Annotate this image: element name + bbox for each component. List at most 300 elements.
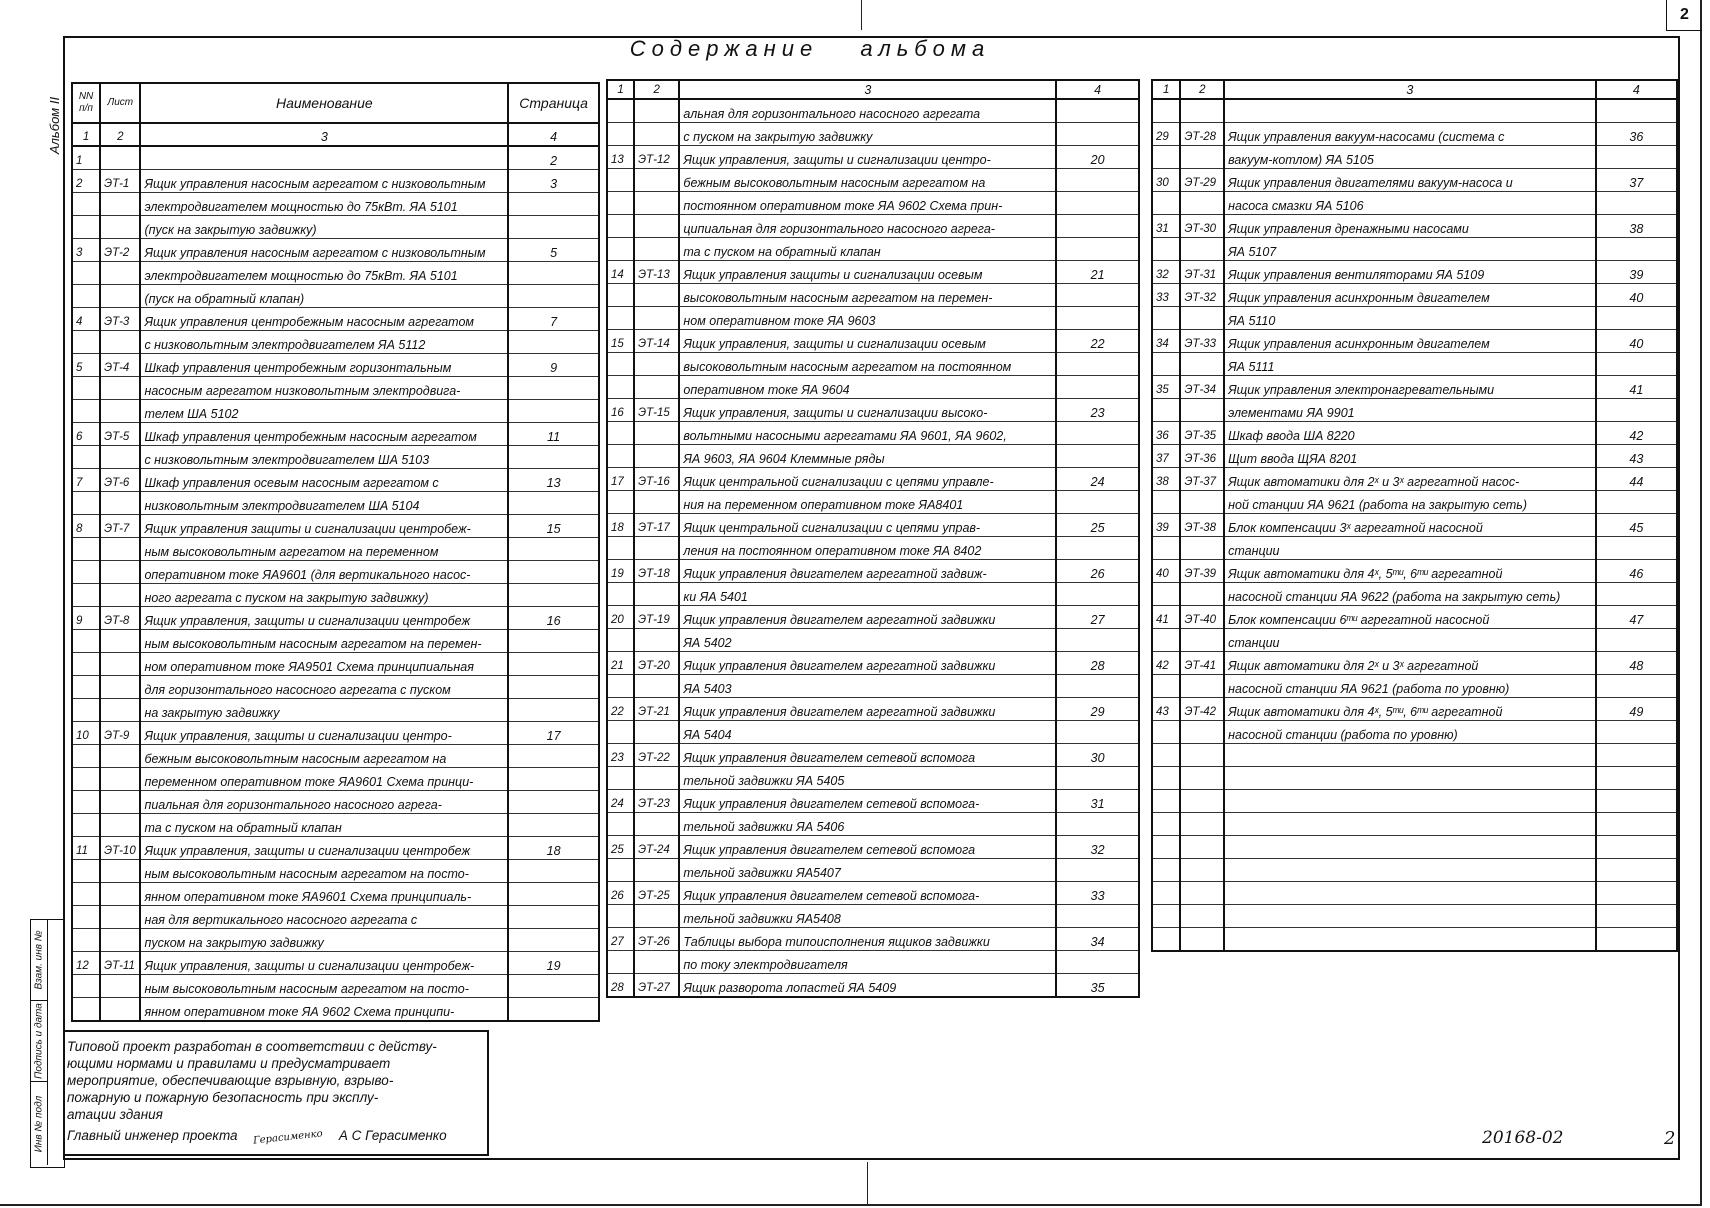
page-number: 9 bbox=[508, 354, 599, 377]
sheet-code: ЭТ-22 bbox=[634, 744, 679, 767]
page-number bbox=[1056, 123, 1139, 146]
page-number: 33 bbox=[1056, 882, 1139, 905]
item-name: та с пуском на обратный клапан bbox=[679, 238, 1056, 261]
page-number bbox=[1596, 238, 1677, 261]
table-row bbox=[1152, 215, 1677, 238]
table-row bbox=[72, 791, 599, 814]
sheet-code bbox=[1180, 192, 1224, 215]
item-name: насосной станции (работа по уровню) bbox=[1224, 721, 1596, 744]
item-name: Ящик управления, защиты и сигнализации высоко- bbox=[679, 399, 1056, 422]
page-number: 11 bbox=[508, 423, 599, 446]
row-number bbox=[607, 767, 634, 790]
table-row bbox=[1152, 238, 1677, 261]
empty-cell bbox=[1152, 813, 1180, 836]
item-name: янном оперативном токе ЯА9601 Схема принципиаль- bbox=[140, 883, 508, 906]
table-row bbox=[72, 630, 599, 653]
table-row bbox=[72, 814, 599, 837]
empty-cell bbox=[1152, 859, 1180, 882]
row-number bbox=[607, 192, 634, 215]
sheet-code bbox=[634, 238, 679, 261]
sheet-code bbox=[100, 285, 140, 308]
item-name: Ящик центральной сигнализации с цепями управ- bbox=[679, 514, 1056, 537]
table-row bbox=[72, 354, 599, 377]
item-name: бежным высоковольтным насосным агрегатом на bbox=[140, 745, 508, 768]
row-number bbox=[72, 216, 100, 239]
note-line: мероприятие, обеспечивающие взрывную, взрыво- bbox=[67, 1073, 394, 1088]
page-number bbox=[508, 883, 599, 906]
empty-cell bbox=[1152, 767, 1180, 790]
sheet-code bbox=[100, 538, 140, 561]
table-row bbox=[72, 146, 599, 170]
table-row bbox=[1152, 468, 1677, 491]
row-number bbox=[607, 859, 634, 882]
table-row bbox=[72, 561, 599, 584]
item-name: электродвигателем мощностью до 75кВт. ЯА 5101 bbox=[140, 193, 508, 216]
item-name: Ящик управления вакуум-насосами (система с bbox=[1224, 123, 1596, 146]
sheet-code: ЭТ-30 bbox=[1180, 215, 1224, 238]
item-name: тельной задвижки ЯА 5406 bbox=[679, 813, 1056, 836]
row-number bbox=[1152, 99, 1180, 123]
sheet-code bbox=[634, 169, 679, 192]
page-number bbox=[1056, 376, 1139, 399]
table-row bbox=[607, 284, 1139, 307]
table-row bbox=[1152, 652, 1677, 675]
table-row bbox=[1152, 514, 1677, 537]
item-name: пиальная для горизонтального насосного агрега- bbox=[140, 791, 508, 814]
item-name: ЯА 9603, ЯА 9604 Клеммные ряды bbox=[679, 445, 1056, 468]
row-number bbox=[1152, 537, 1180, 560]
sheet-code: ЭТ-19 bbox=[634, 606, 679, 629]
empty-row bbox=[1152, 790, 1677, 813]
table-row bbox=[607, 698, 1139, 721]
row-number bbox=[72, 584, 100, 607]
sheet-code: ЭТ-16 bbox=[634, 468, 679, 491]
row-number bbox=[607, 445, 634, 468]
sheet-code bbox=[100, 768, 140, 791]
table-row bbox=[72, 308, 599, 331]
row-number bbox=[607, 537, 634, 560]
row-number bbox=[72, 768, 100, 791]
item-name: Ящик управления двигателем агрегатной задвиж- bbox=[679, 560, 1056, 583]
sheet-code bbox=[100, 446, 140, 469]
table-row bbox=[607, 330, 1139, 353]
table-row bbox=[607, 399, 1139, 422]
item-name: ным высоковольтным насосным агрегатом на перемен- bbox=[140, 630, 508, 653]
page-number: 39 bbox=[1596, 261, 1677, 284]
table-row bbox=[607, 238, 1139, 261]
column-number: 1 bbox=[1152, 80, 1180, 99]
item-name: ном оперативном токе ЯА9501 Схема принципиальная bbox=[140, 653, 508, 676]
item-name: ЯА 5107 bbox=[1224, 238, 1596, 261]
sheet-code: ЭТ-6 bbox=[100, 469, 140, 492]
item-name: Ящик управления дренажными насосами bbox=[1224, 215, 1596, 238]
sheet-code bbox=[100, 216, 140, 239]
row-number bbox=[1152, 583, 1180, 606]
column-number-row bbox=[607, 80, 1139, 99]
page-number: 30 bbox=[1056, 744, 1139, 767]
item-name: Ящик управления двигателем сетевой вспомога- bbox=[679, 882, 1056, 905]
outer-right-border bbox=[1700, 0, 1702, 1206]
item-name: тельной задвижки ЯА5408 bbox=[679, 905, 1056, 928]
item-name: Ящик управления защиты и сигнализации осевым bbox=[679, 261, 1056, 284]
table-row bbox=[607, 99, 1139, 123]
sheet-code bbox=[100, 146, 140, 170]
sheet-code bbox=[100, 584, 140, 607]
item-name: Ящик управления вентиляторами ЯА 5109 bbox=[1224, 261, 1596, 284]
row-number bbox=[72, 377, 100, 400]
page-number: 13 bbox=[508, 469, 599, 492]
table-row bbox=[607, 721, 1139, 744]
page-number: 40 bbox=[1596, 330, 1677, 353]
sheet-code: ЭТ-29 bbox=[1180, 169, 1224, 192]
item-name: Ящик разворота лопастей ЯА 5409 bbox=[679, 974, 1056, 998]
page-number: 24 bbox=[1056, 468, 1139, 491]
empty-cell bbox=[1224, 882, 1596, 905]
sheet-code bbox=[634, 813, 679, 836]
table-row bbox=[72, 216, 599, 239]
table-row bbox=[607, 583, 1139, 606]
item-name: ципиальная для горизонтального насосного агрега- bbox=[679, 215, 1056, 238]
column-number: 2 bbox=[634, 80, 679, 99]
row-number bbox=[607, 99, 634, 123]
item-name: переменном оперативном токе ЯА9601 Схема принци- bbox=[140, 768, 508, 791]
empty-cell bbox=[1596, 905, 1677, 928]
row-number: 38 bbox=[1152, 468, 1180, 491]
table-row bbox=[1152, 422, 1677, 445]
sheet-code bbox=[1180, 238, 1224, 261]
table-row bbox=[72, 423, 599, 446]
item-name: ЯА 5402 bbox=[679, 629, 1056, 652]
sheet-code: ЭТ-8 bbox=[100, 607, 140, 630]
item-name: Ящик управления насосным агрегатом с низковольтным bbox=[140, 170, 508, 193]
contents-table-2 bbox=[606, 79, 1140, 998]
page-number bbox=[1056, 215, 1139, 238]
sheet-code bbox=[1180, 537, 1224, 560]
album-label: Альбом II bbox=[47, 96, 63, 155]
sheet-code: ЭТ-3 bbox=[100, 308, 140, 331]
row-number bbox=[72, 975, 100, 998]
item-name: Ящик управления, защиты и сигнализации центро- bbox=[679, 146, 1056, 169]
row-number bbox=[72, 998, 100, 1022]
row-number bbox=[72, 400, 100, 423]
table-row bbox=[72, 446, 599, 469]
row-number: 24 bbox=[607, 790, 634, 813]
item-name: Ящик управления двигателем агрегатной задвижки bbox=[679, 698, 1056, 721]
row-number: 41 bbox=[1152, 606, 1180, 629]
sheet-code bbox=[1180, 399, 1224, 422]
item-name: Ящик управления двигателем агрегатной задвижки bbox=[679, 652, 1056, 675]
page-number: 45 bbox=[1596, 514, 1677, 537]
sheet-code bbox=[634, 422, 679, 445]
table-row bbox=[1152, 721, 1677, 744]
sheet-code bbox=[634, 491, 679, 514]
empty-cell bbox=[1224, 928, 1596, 952]
item-name: для горизонтального насосного агрегата с пуском bbox=[140, 676, 508, 699]
empty-cell bbox=[1152, 744, 1180, 767]
item-name: Ящик управления двигателем агрегатной задвижки bbox=[679, 606, 1056, 629]
page-number bbox=[508, 446, 599, 469]
table-row bbox=[607, 606, 1139, 629]
table-row bbox=[1152, 307, 1677, 330]
row-number: 10 bbox=[72, 722, 100, 745]
table-row bbox=[72, 538, 599, 561]
page-number bbox=[1596, 721, 1677, 744]
table-row bbox=[72, 193, 599, 216]
signer-role: Главный инженер проекта bbox=[67, 1128, 238, 1143]
page-number bbox=[1596, 537, 1677, 560]
row-number: 5 bbox=[72, 354, 100, 377]
empty-cell bbox=[1180, 859, 1224, 882]
page-number bbox=[508, 584, 599, 607]
row-number bbox=[72, 860, 100, 883]
sheet-code bbox=[634, 215, 679, 238]
empty-cell bbox=[1152, 882, 1180, 905]
column-number: 3 bbox=[679, 80, 1056, 99]
item-name: Ящик управления, защиты и сигнализации центробеж bbox=[140, 607, 508, 630]
table-row bbox=[72, 952, 599, 975]
table-row bbox=[72, 699, 599, 722]
empty-cell bbox=[1224, 744, 1596, 767]
item-name: элементами ЯА 9901 bbox=[1224, 399, 1596, 422]
row-number: 2 bbox=[72, 170, 100, 193]
row-number bbox=[72, 814, 100, 837]
empty-cell bbox=[1180, 836, 1224, 859]
page-number bbox=[508, 998, 599, 1022]
item-name: Ящик автоматики для 4ˣ, 5ᵐᵘ, 6ᵐᵘ агрегатной bbox=[1224, 560, 1596, 583]
sheet-code: ЭТ-35 bbox=[1180, 422, 1224, 445]
stamp-label: Инв № подл bbox=[33, 1095, 45, 1152]
outer-bottom-border bbox=[0, 1204, 1702, 1206]
sheet-code: ЭТ-11 bbox=[100, 952, 140, 975]
page-number: 38 bbox=[1596, 215, 1677, 238]
table-row bbox=[607, 537, 1139, 560]
table-row bbox=[72, 377, 599, 400]
table-row bbox=[607, 836, 1139, 859]
page-number bbox=[1056, 537, 1139, 560]
page-number: 42 bbox=[1596, 422, 1677, 445]
row-number bbox=[607, 123, 634, 146]
table-row bbox=[607, 859, 1139, 882]
stamp-label: Взам. инв № bbox=[33, 930, 45, 990]
item-name: Ящик управления двигателем сетевой вспомога bbox=[679, 744, 1056, 767]
sheet-code: ЭТ-7 bbox=[100, 515, 140, 538]
table-row bbox=[72, 998, 599, 1022]
row-number: 7 bbox=[72, 469, 100, 492]
item-name: с низковольтным электродвигателем ЯА 5112 bbox=[140, 331, 508, 354]
item-name: (пуск на обратный клапан) bbox=[140, 285, 508, 308]
item-name: станции bbox=[1224, 537, 1596, 560]
item-name: с пуском на закрытую задвижку bbox=[679, 123, 1056, 146]
empty-cell bbox=[1180, 928, 1224, 952]
item-name: ная для вертикального насосного агрегата с bbox=[140, 906, 508, 929]
table-row bbox=[607, 146, 1139, 169]
row-number: 8 bbox=[72, 515, 100, 538]
empty-cell bbox=[1152, 905, 1180, 928]
table-row bbox=[72, 975, 599, 998]
sheet-code bbox=[1180, 99, 1224, 123]
item-name: ЯА 5110 bbox=[1224, 307, 1596, 330]
empty-row bbox=[1152, 882, 1677, 905]
page-number bbox=[508, 653, 599, 676]
row-number: 6 bbox=[72, 423, 100, 446]
item-name: Ящик управления, защиты и сигнализации центробеж- bbox=[140, 952, 508, 975]
page-number bbox=[508, 538, 599, 561]
sheet-code: ЭТ-36 bbox=[1180, 445, 1224, 468]
sheet-code bbox=[100, 929, 140, 952]
signature-line bbox=[67, 1127, 483, 1146]
empty-cell bbox=[1152, 928, 1180, 952]
page-number bbox=[508, 331, 599, 354]
item-name: вакуум-котлом) ЯА 5105 bbox=[1224, 146, 1596, 169]
row-number bbox=[607, 169, 634, 192]
row-number bbox=[607, 353, 634, 376]
item-name: бежным высоковольтным насосным агрегатом на bbox=[679, 169, 1056, 192]
empty-row bbox=[1152, 767, 1677, 790]
item-name: Ящик управления двигателями вакуум-насоса и bbox=[1224, 169, 1596, 192]
sheet-code: ЭТ-13 bbox=[634, 261, 679, 284]
column-number: 1 bbox=[607, 80, 634, 99]
table-row bbox=[1152, 399, 1677, 422]
page-number: 21 bbox=[1056, 261, 1139, 284]
sheet-code bbox=[634, 123, 679, 146]
item-name: ления на постоянном оперативном токе ЯА 8402 bbox=[679, 537, 1056, 560]
table-row bbox=[607, 675, 1139, 698]
table-row bbox=[1152, 560, 1677, 583]
row-number: 13 bbox=[607, 146, 634, 169]
empty-cell bbox=[1224, 790, 1596, 813]
fold-mark-bottom bbox=[867, 1162, 868, 1206]
item-name: ном оперативном токе ЯА 9603 bbox=[679, 307, 1056, 330]
sheet-code: ЭТ-40 bbox=[1180, 606, 1224, 629]
item-name: Ящик управления двигателем сетевой вспомога- bbox=[679, 790, 1056, 813]
item-name: ным высоковольтным агрегатом на переменном bbox=[140, 538, 508, 561]
note-line: Типовой проект разработан в соответствии с действу- bbox=[67, 1039, 437, 1054]
row-number: 17 bbox=[607, 468, 634, 491]
item-name: ной станции ЯА 9621 (работа на закрытую сеть) bbox=[1224, 491, 1596, 514]
row-number bbox=[1152, 629, 1180, 652]
table-row bbox=[1152, 261, 1677, 284]
table-row bbox=[1152, 123, 1677, 146]
row-number: 31 bbox=[1152, 215, 1180, 238]
item-name: насоса смазки ЯА 5106 bbox=[1224, 192, 1596, 215]
page-number: 28 bbox=[1056, 652, 1139, 675]
page-number bbox=[508, 975, 599, 998]
row-number bbox=[72, 883, 100, 906]
column-number: 4 bbox=[508, 123, 599, 146]
table-row bbox=[1152, 376, 1677, 399]
row-number: 3 bbox=[72, 239, 100, 262]
item-name: Ящик управления, защиты и сигнализации осевым bbox=[679, 330, 1056, 353]
empty-cell bbox=[1180, 744, 1224, 767]
row-number: 27 bbox=[607, 928, 634, 951]
sheet-code: ЭТ-12 bbox=[634, 146, 679, 169]
item-name: насосной станции ЯА 9621 (работа по уровню) bbox=[1224, 675, 1596, 698]
sheet-code: ЭТ-23 bbox=[634, 790, 679, 813]
row-number bbox=[72, 699, 100, 722]
page-number bbox=[508, 814, 599, 837]
page-number bbox=[508, 791, 599, 814]
item-name: электродвигателем мощностью до 75кВт. ЯА 5101 bbox=[140, 262, 508, 285]
item-name: Блок компенсации 3ˣ агрегатной насосной bbox=[1224, 514, 1596, 537]
sheet-code bbox=[100, 561, 140, 584]
page-number bbox=[1596, 583, 1677, 606]
sheet-code bbox=[634, 721, 679, 744]
row-number bbox=[72, 331, 100, 354]
table-row bbox=[72, 607, 599, 630]
sheet-code bbox=[634, 192, 679, 215]
table-row bbox=[1152, 169, 1677, 192]
page-number bbox=[508, 377, 599, 400]
stamp-cell-replacement bbox=[31, 920, 48, 1001]
empty-cell bbox=[1596, 859, 1677, 882]
row-number bbox=[607, 422, 634, 445]
row-number: 12 bbox=[72, 952, 100, 975]
sheet-code bbox=[100, 193, 140, 216]
row-number: 15 bbox=[607, 330, 634, 353]
table-row bbox=[72, 469, 599, 492]
page-title: Содержание альбома bbox=[629, 36, 991, 61]
row-number bbox=[607, 376, 634, 399]
item-name: ЯА 5111 bbox=[1224, 353, 1596, 376]
item-name: Ящик автоматики для 4ˣ, 5ᵐᵘ, 6ᵐᵘ агрегатной bbox=[1224, 698, 1596, 721]
row-number bbox=[72, 791, 100, 814]
row-number: 1 bbox=[72, 146, 100, 170]
table-row bbox=[1152, 146, 1677, 169]
sheet-code: ЭТ-37 bbox=[1180, 468, 1224, 491]
table-row bbox=[1152, 192, 1677, 215]
item-name: Ящик управления защиты и сигнализации центробеж- bbox=[140, 515, 508, 538]
empty-cell bbox=[1224, 905, 1596, 928]
empty-cell bbox=[1596, 767, 1677, 790]
sheet-code bbox=[100, 699, 140, 722]
row-number bbox=[72, 653, 100, 676]
sheet-code bbox=[100, 906, 140, 929]
row-number bbox=[1152, 146, 1180, 169]
item-name: телем ША 5102 bbox=[140, 400, 508, 423]
page-number bbox=[508, 768, 599, 791]
item-name: Ящик управления, защиты и сигнализации центробеж bbox=[140, 837, 508, 860]
page-number bbox=[1596, 675, 1677, 698]
sheet-code: ЭТ-42 bbox=[1180, 698, 1224, 721]
page-number: 29 bbox=[1056, 698, 1139, 721]
sheet-code bbox=[634, 307, 679, 330]
sheet-code bbox=[1180, 629, 1224, 652]
sheet-code bbox=[100, 998, 140, 1022]
table-row bbox=[607, 376, 1139, 399]
page-number bbox=[1596, 99, 1677, 123]
page-number: 31 bbox=[1056, 790, 1139, 813]
table-row bbox=[1152, 284, 1677, 307]
page-number: 2 bbox=[1666, 0, 1702, 31]
table-row bbox=[607, 215, 1139, 238]
row-number bbox=[607, 629, 634, 652]
sheet-code bbox=[100, 975, 140, 998]
sheet-code: ЭТ-28 bbox=[1180, 123, 1224, 146]
note-line: атации здания bbox=[67, 1107, 163, 1122]
item-name: ного агрегата с пуском на закрытую задвижку) bbox=[140, 584, 508, 607]
page-number bbox=[508, 492, 599, 515]
sheet-code bbox=[100, 492, 140, 515]
item-name: ЯА 5403 bbox=[679, 675, 1056, 698]
table-row bbox=[1152, 491, 1677, 514]
page-number: 41 bbox=[1596, 376, 1677, 399]
sheet-code bbox=[634, 445, 679, 468]
row-number: 26 bbox=[607, 882, 634, 905]
item-name: ным высоковольтным насосным агрегатом на посто- bbox=[140, 975, 508, 998]
row-number bbox=[607, 491, 634, 514]
page-number: 25 bbox=[1056, 514, 1139, 537]
table-row bbox=[607, 468, 1139, 491]
